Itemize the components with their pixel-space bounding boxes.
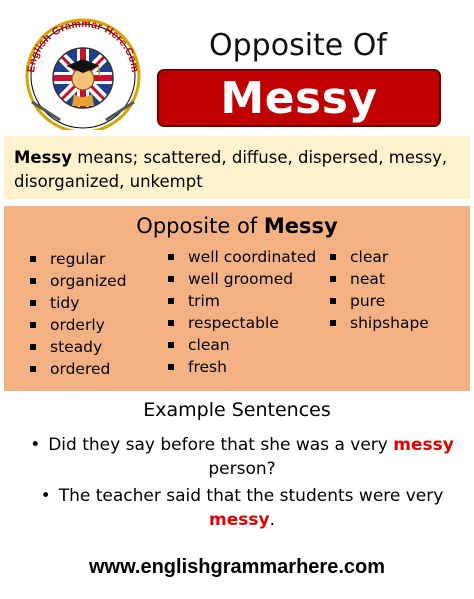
bullet: • xyxy=(30,435,41,455)
opposites-title xyxy=(4,214,470,238)
list-item: well groomed xyxy=(166,268,316,290)
opposites-box xyxy=(4,206,470,391)
opposites-column-3 xyxy=(328,246,429,334)
definition-text: means; scattered, diffuse, dispersed, messy, disorganized, unkempt xyxy=(14,148,448,191)
list-item: pure xyxy=(328,290,429,312)
list-item: fresh xyxy=(166,356,316,378)
list-item: well coordinated xyxy=(166,246,316,268)
list-item: trim xyxy=(166,290,316,312)
definition-word: Messy xyxy=(14,148,73,167)
example-sentences-title: Example Sentences xyxy=(143,399,331,421)
opposites-title-prefix: Opposite of xyxy=(136,214,264,238)
highlighted-word: messy xyxy=(209,510,270,530)
bullet: • xyxy=(40,486,51,506)
list-item: neat xyxy=(328,268,429,290)
example-sentence xyxy=(24,484,460,532)
list-item: regular xyxy=(28,248,127,270)
sentence-text: The teacher said that the students were very xyxy=(58,486,444,506)
list-item: clear xyxy=(328,246,429,268)
example-sentence xyxy=(24,433,460,481)
list-item: orderly xyxy=(28,314,127,336)
sentence-text: . xyxy=(269,510,275,530)
list-item: steady xyxy=(28,336,127,358)
opposite-of-heading: Opposite Of xyxy=(209,28,387,63)
highlighted-word: messy xyxy=(393,435,454,455)
list-item: shipshape xyxy=(328,312,429,334)
list-item: ordered xyxy=(28,358,127,380)
definition-box xyxy=(4,136,470,199)
list-item: tidy xyxy=(28,292,127,314)
list-item: clean xyxy=(166,334,316,356)
opposites-column-1 xyxy=(28,248,127,380)
opposites-title-word: Messy xyxy=(263,214,338,238)
list-item: organized xyxy=(28,270,127,292)
list-item: respectable xyxy=(166,312,316,334)
sentence-text: Did they say before that she was a very xyxy=(48,435,394,455)
sentence-text: person? xyxy=(208,459,276,479)
banner-word: Messy xyxy=(220,72,378,124)
word-banner xyxy=(157,69,441,127)
opposites-column-2 xyxy=(166,246,316,378)
logo-text: English Grammar Here.Com xyxy=(25,17,142,74)
website-url[interactable]: www.englishgrammarhere.com xyxy=(88,556,385,578)
english-grammar-here-logo xyxy=(14,16,152,130)
